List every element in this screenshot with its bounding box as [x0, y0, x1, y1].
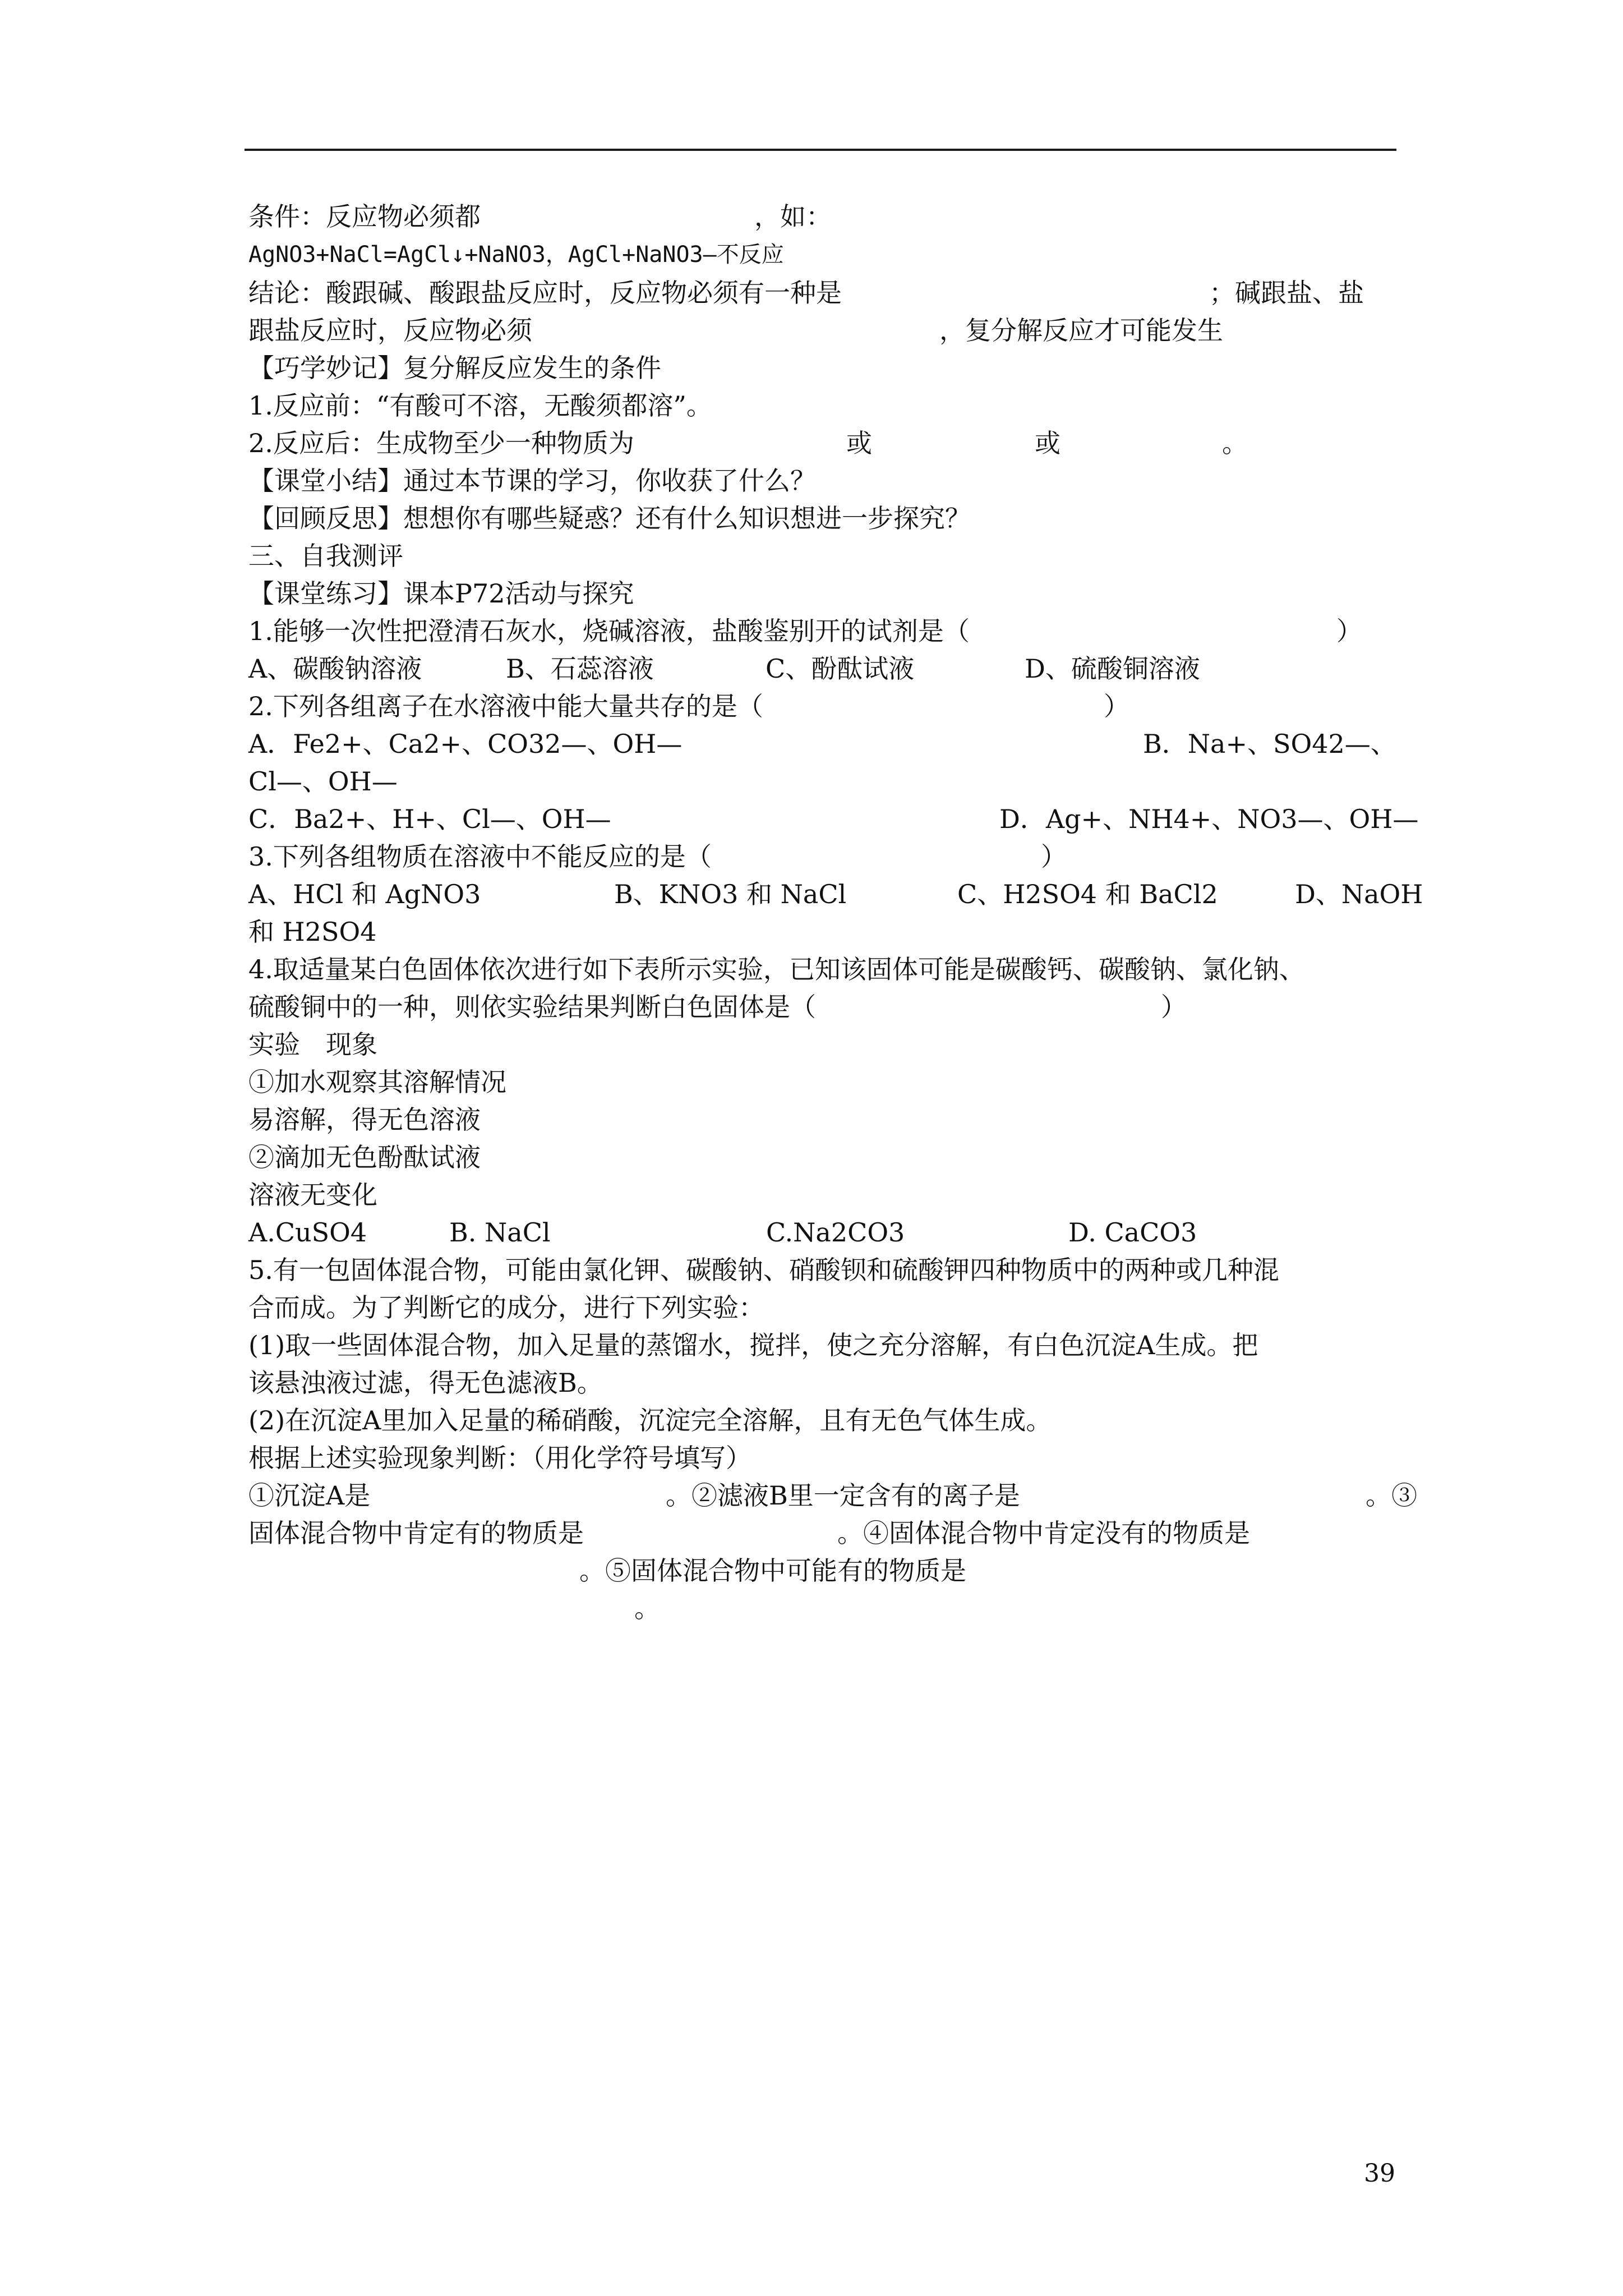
reaction-example: AgNO3+NaCl=AgCl↓+NaNO3，AgCl+NaNO3—不反应 — [248, 242, 784, 268]
q5-blank-1: ①沉淀A是 — [248, 1480, 371, 1511]
q2-option-d: D．Ag+、NH4+、NO3—、OH— — [999, 804, 1419, 834]
condition-example-label: ，如： — [754, 201, 832, 232]
class-reflection: 【回顾反思】想想你有哪些疑惑？还有什么知识想进一步探究？ — [248, 503, 971, 533]
mnemonic-2-end: 。 — [1222, 428, 1248, 458]
q3-option-d-continued: 和 H2SO4 — [248, 917, 377, 947]
condition-text: 条件：反应物必须都 — [248, 201, 481, 232]
q1-option-d: D、硫酸铜溶液 — [1025, 654, 1200, 684]
q4-experiment-2: ②滴加无色酚酞试液 — [248, 1142, 481, 1172]
question-2-stem: 2.下列各组离子在水溶液中能大量共存的是（ — [248, 691, 763, 721]
q4-result-1: 易溶解，得无色溶液 — [248, 1105, 481, 1135]
question-4-close: ） — [1161, 992, 1187, 1022]
question-2-close: ） — [1104, 691, 1129, 721]
q2-option-b-continued: Cl—、OH— — [248, 766, 398, 797]
q5-step-2: (2)在沉淀A里加入足量的稀硝酸，沉淀完全溶解，且有无色气体生成。 — [248, 1405, 1052, 1435]
q2-option-c: C．Ba2+、H+、Cl—、OH— — [248, 804, 611, 834]
question-3-close: ） — [1041, 841, 1067, 872]
q1-option-a: A、碳酸钠溶液 — [248, 654, 422, 684]
q2-option-b: B．Na+、SO42—、 — [1143, 729, 1396, 759]
q4-option-c: C.Na2CO3 — [766, 1217, 905, 1248]
practice-title: 【课堂练习】课本P72活动与探究 — [248, 578, 634, 609]
q4-result-2: 溶液无变化 — [248, 1180, 377, 1210]
q5-blank-4: 。④固体混合物中肯定没有的物质是 — [837, 1518, 1250, 1548]
q5-step-1b: 该悬浊液过滤，得无色滤液B。 — [248, 1368, 603, 1398]
q3-option-a: A、HCl 和 AgNO3 — [248, 879, 481, 909]
mnemonic-1: 1.反应前：“有酸可不溶，无酸须都溶”。 — [248, 390, 712, 421]
header-rule — [245, 149, 1396, 151]
q5-step-1a: (1)取一些固体混合物，加入足量的蒸馏水，搅拌，使之充分溶解，有白色沉淀A生成。把 — [248, 1330, 1258, 1360]
q4-experiment-1: ①加水观察其溶解情况 — [248, 1067, 506, 1097]
question-5-stem-2: 合而成。为了判断它的成分，进行下列实验： — [248, 1292, 764, 1323]
question-4-stem-1: 4.取适量某白色固体依次进行如下表所示实验，已知该固体可能是碳酸钙、碳酸钠、氯化钠、 — [248, 954, 1305, 984]
q5-end: 。 — [634, 1593, 660, 1623]
conclusion-text-2: 跟盐反应时，反应物必须 — [248, 315, 532, 346]
q3-option-d: D、NaOH — [1295, 879, 1423, 909]
conclusion-text-1: 结论：酸跟碱、酸跟盐反应时，反应物必须有一种是 — [248, 278, 842, 308]
q5-judge: 根据上述实验现象判断：（用化学符号填写） — [248, 1443, 751, 1473]
mnemonic-title: 【巧学妙记】复分解反应发生的条件 — [248, 353, 661, 383]
class-summary: 【课堂小结】通过本节课的学习，你收获了什么？ — [248, 466, 816, 496]
q5-blank-3-marker: 。③ — [1366, 1480, 1417, 1511]
q4-option-d: D. CaCO3 — [1068, 1217, 1197, 1248]
q5-blank-3: 固体混合物中肯定有的物质是 — [248, 1518, 584, 1548]
q1-option-b: B、石蕊溶液 — [506, 654, 654, 684]
q5-blank-5: 。⑤固体混合物中可能有的物质是 — [579, 1556, 966, 1586]
question-4-stem-text: 硫酸铜中的一种，则依实验结果判断白色固体是（ — [248, 992, 816, 1022]
question-5-stem-1: 5.有一包固体混合物，可能由氯化钾、碳酸钠、硝酸钡和硫酸钾四种物质中的两种或几种混 — [248, 1255, 1279, 1285]
q1-option-c: C、酚酞试液 — [766, 654, 915, 684]
self-test-heading: 三、自我测评 — [248, 541, 403, 571]
mnemonic-2-or-2: 或 — [1035, 428, 1061, 458]
mnemonic-2-text: 2.反应后：生成物至少一种物质为 — [248, 428, 634, 458]
q4-table-header: 实验 现象 — [248, 1029, 377, 1060]
q3-option-c: C、H2SO4 和 BaCl2 — [957, 879, 1218, 909]
conclusion-text-2-end: ，复分解反应才可能发生 — [939, 315, 1223, 346]
q5-blank-2: 。②滤液B里一定含有的离子是 — [666, 1480, 1020, 1511]
question-1-close: ） — [1336, 616, 1362, 646]
q3-option-b: B、KNO3 和 NaCl — [614, 879, 847, 909]
question-1-stem: 1.能够一次性把澄清石灰水，烧碱溶液，盐酸鉴别开的试剂是（ — [248, 616, 970, 646]
question-3-stem: 3.下列各组物质在溶液中不能反应的是（ — [248, 841, 712, 872]
conclusion-text-1-end: ；碱跟盐、盐 — [1209, 278, 1364, 308]
q4-option-a: A.CuSO4 — [248, 1217, 367, 1248]
mnemonic-2-or-1: 或 — [846, 428, 872, 458]
q4-option-b: B. NaCl — [449, 1217, 551, 1248]
page-number: 39 — [1364, 2159, 1395, 2188]
q2-option-a: A．Fe2+、Ca2+、CO32—、OH— — [248, 729, 683, 759]
